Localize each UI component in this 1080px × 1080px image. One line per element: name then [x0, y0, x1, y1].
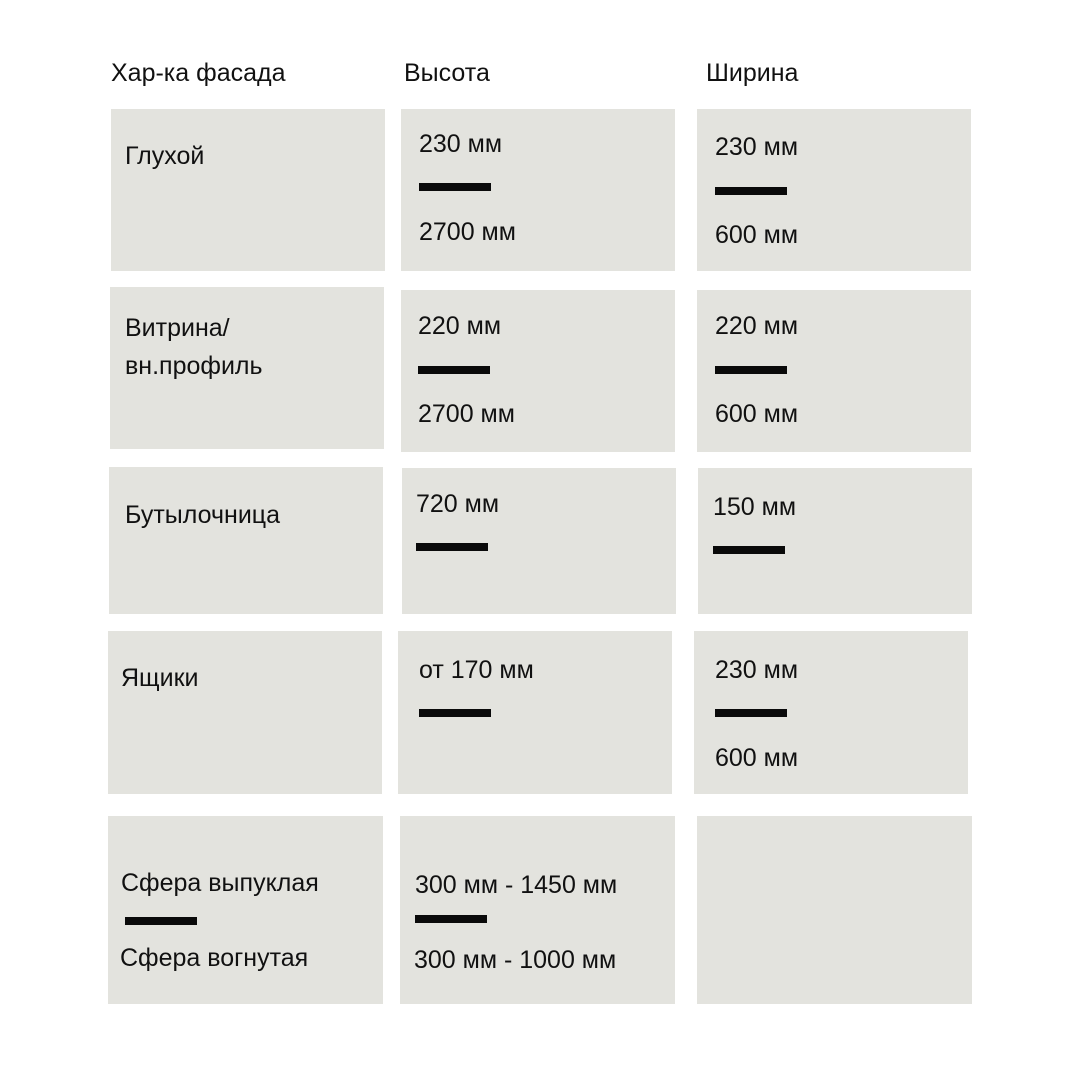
row-4-width-min: 230 мм	[715, 656, 799, 684]
range-dash	[125, 917, 197, 925]
row-2-width-cell	[697, 290, 971, 452]
row-5-height-cell	[400, 816, 675, 1004]
range-dash	[415, 915, 487, 923]
row-4-height-min: от 170 мм	[419, 656, 534, 684]
row-3-height-min: 720 мм	[416, 490, 500, 518]
row-2-width-max: 600 мм	[715, 400, 799, 428]
row-5-height-bottom: 300 мм - 1000 мм	[414, 946, 617, 974]
row-3-label-cell	[109, 467, 383, 614]
row-1-width-min: 230 мм	[715, 133, 799, 161]
row-3-width-cell	[698, 468, 972, 614]
row-4-width-max: 600 мм	[715, 744, 799, 772]
row-4-label-cell	[108, 631, 382, 794]
row-4-width-cell	[694, 631, 968, 794]
range-dash	[416, 543, 488, 551]
row-3-width-min: 150 мм	[713, 493, 797, 521]
range-dash	[713, 546, 785, 554]
row-3-height-cell	[402, 468, 676, 614]
row-3-label: Бутылочница	[125, 501, 281, 529]
row-5-label-bottom: Сфера вогнутая	[120, 944, 309, 972]
header-height: Высота	[404, 59, 490, 87]
row-1-height-cell	[401, 109, 675, 271]
header-characteristic: Хар-ка фасада	[111, 59, 286, 87]
row-1-height-min: 230 мм	[419, 130, 503, 158]
row-5-label-top: Сфера выпуклая	[121, 869, 319, 897]
row-5-label-cell	[108, 816, 383, 1004]
row-5-width-cell	[697, 816, 972, 1004]
row-4-label: Ящики	[121, 664, 199, 692]
row-1-width-cell	[697, 109, 971, 271]
row-1-width-max: 600 мм	[715, 221, 799, 249]
row-2-width-min: 220 мм	[715, 312, 799, 340]
row-1-label-cell	[111, 109, 385, 271]
row-5-height-top: 300 мм - 1450 мм	[415, 871, 618, 899]
range-dash	[419, 709, 491, 717]
range-dash	[715, 187, 787, 195]
row-2-label: Витрина/ вн.профиль	[125, 314, 263, 380]
range-dash	[419, 183, 491, 191]
row-2-height-max: 2700 мм	[418, 400, 515, 428]
row-2-height-cell	[401, 290, 675, 452]
row-4-height-cell	[398, 631, 672, 794]
range-dash	[715, 366, 787, 374]
row-2-label-cell	[110, 287, 384, 449]
range-dash	[715, 709, 787, 717]
range-dash	[418, 366, 490, 374]
row-1-height-max: 2700 мм	[419, 218, 516, 246]
row-2-height-min: 220 мм	[418, 312, 502, 340]
header-width: Ширина	[706, 59, 799, 87]
row-1-label: Глухой	[125, 142, 205, 170]
